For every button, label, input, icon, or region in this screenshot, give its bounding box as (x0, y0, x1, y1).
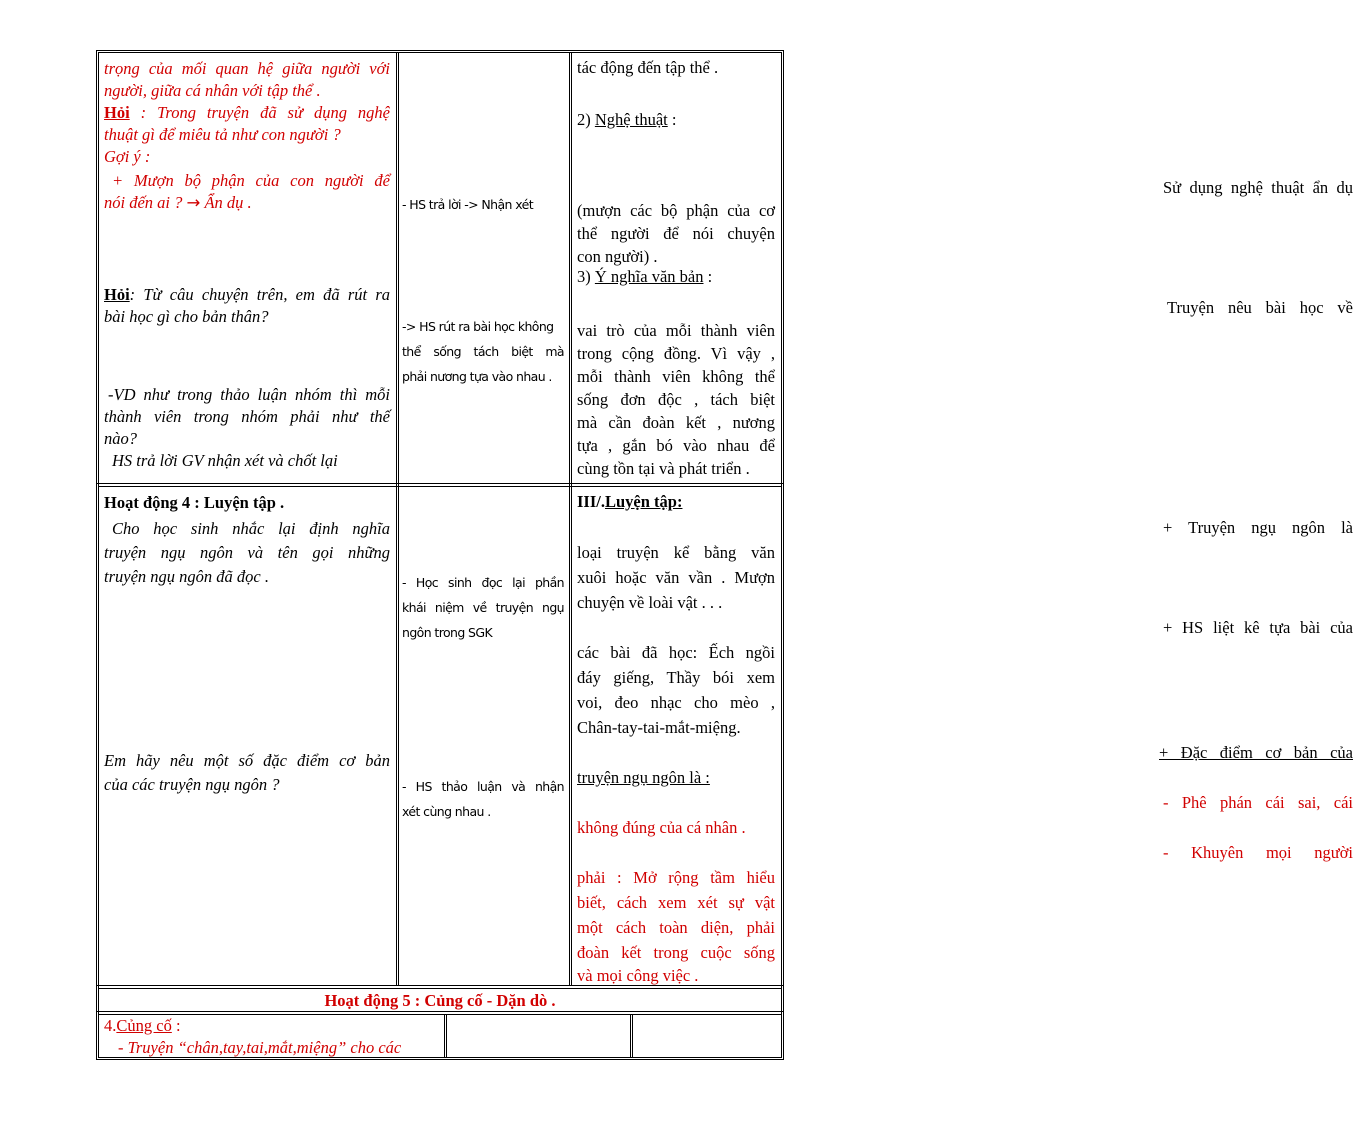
heading-meaning-title: Ý nghĩa văn bản (594, 267, 704, 286)
question-1-line-1 (104, 102, 390, 124)
row-divider-3 (96, 1011, 784, 1012)
student-answer-2-line-1: -> HS rút ra bài học không (402, 319, 554, 334)
activity-4-line-1: Cho học sinh nhắc lại định nghĩa (112, 519, 390, 538)
bottom-divider-1b (446, 1014, 447, 1058)
col-divider-1b (398, 52, 399, 986)
example-line-3: nào? (104, 429, 137, 448)
example-line-2: thành viên trong nhóm phải như thế (104, 407, 390, 426)
art-line-1: Sử dụng nghệ thuật ẩn dụ (1163, 178, 1353, 197)
row-divider-1b (98, 486, 782, 487)
practice-line-11: truyện ngụ ngôn là : (577, 768, 710, 787)
practice-line-2: loại truyện kể bằng văn (577, 543, 775, 562)
question-1-line-2: thuật gì để miêu tả như con người ? (104, 125, 341, 144)
student-answer-1: - HS trả lời -> Nhận xét (402, 197, 534, 212)
row-divider-1 (96, 483, 784, 484)
question-1-text: : Trong truyện đã sử dụng nghệ (129, 103, 390, 122)
practice-line-7: đáy giếng, Thầy bói xem (577, 668, 775, 687)
bottom-divider-1 (444, 1014, 445, 1058)
question-1-label: Hỏi (104, 103, 130, 122)
practice-line-9: Chân-tay-tai-mắt-miệng. (577, 718, 741, 737)
meaning-line-5: sống đơn độc , tách biệt (577, 390, 775, 409)
bottom-divider-2 (630, 1014, 631, 1058)
meaning-line-1: Truyện nêu bài học về (1167, 298, 1353, 317)
heading-art (577, 108, 676, 131)
right-arrow-icon: → (186, 193, 201, 212)
intro-line-1: trọng của mối quan hệ giữa người với (104, 59, 390, 78)
consolidation-colon: : (171, 1016, 181, 1035)
example-line-4: HS trả lời GV nhận xét và chốt lại (112, 451, 338, 470)
intro-line-2: người, giữa cá nhân với tập thể . (104, 81, 321, 100)
heading-art-title: Nghệ thuật (594, 110, 668, 129)
activity-4-line-3: truyện ngụ ngôn đã đọc . (104, 567, 269, 586)
practice-line-8: voi, đeo nhạc cho mèo , (577, 693, 775, 712)
bottom-divider-2b (632, 1014, 633, 1058)
hint-answer: Ẩn dụ . (200, 193, 252, 212)
meaning-line-6: mà cần đoàn kết , nương (577, 413, 775, 432)
col-divider-2 (569, 52, 570, 986)
meaning-line-3: trong cộng đồng. Vì vậy , (577, 344, 775, 363)
hint-question: nói đến ai ? (104, 193, 187, 212)
hint-label: Gợi ý : (104, 147, 151, 166)
consolidation-num: 4. (104, 1016, 117, 1035)
activity-4-title: Hoạt động 4 : Luyện tập . (104, 493, 285, 512)
meaning-line-2: vai trò của mỗi thành viên (577, 321, 775, 340)
practice-red-line-3: - Khuyên mọi người (1163, 843, 1353, 862)
practice-line-3: xuôi hoặc văn vần . Mượn (577, 568, 775, 587)
consolidation-text: - Truyện “chân,tay,tai,mắt,miệng” cho các (118, 1038, 402, 1057)
heading-meaning-num: 3) (577, 267, 595, 286)
heading-art-num: 2) (577, 110, 595, 129)
practice-line-4: chuyện về loài vật . . . (577, 593, 723, 612)
s2-answer-2-line-1: - HS thảo luận và nhận (402, 779, 564, 794)
practice-line-1: + Truyện ngụ ngôn là (1163, 518, 1353, 537)
table-border-inner-right (781, 52, 782, 1058)
practice-line-10: + Đặc điểm cơ bản của (1159, 743, 1353, 762)
col3-top-line: tác động đến tập thể . (577, 58, 719, 77)
question-2-line-1 (104, 284, 390, 306)
practice-red-line-8: và mọi công việc . (577, 966, 699, 985)
s2-answer-1-line-2: khái niệm về truyện ngụ (402, 600, 564, 615)
student-answer-2-line-2: thể sống tách biệt mà (402, 344, 564, 359)
row-divider-3b (98, 1014, 782, 1015)
question-2-line-2: bài học gì cho bản thân? (104, 307, 269, 326)
activity-4-line-2: truyện ngụ ngôn và tên gọi những (104, 543, 390, 562)
practice-red-line-2: không đúng của cá nhân . (577, 818, 746, 837)
activity-4-question-line-2: của các truyện ngụ ngôn ? (104, 775, 280, 794)
practice-red-line-4: phải : Mở rộng tầm hiểu (577, 868, 775, 887)
practice-heading (577, 490, 682, 514)
heading-meaning-colon: : (703, 267, 713, 286)
table-border-inner-left (98, 52, 99, 1058)
example-line-1: -VD như trong thảo luận nhóm thì mỗi (108, 385, 390, 404)
question-2-text: : Từ câu chuyện trên, em đã rút ra (129, 285, 390, 304)
practice-line-6: các bài đã học: Ếch ngồi (577, 643, 775, 662)
hint-line-1: + Mượn bộ phận của con người để (112, 171, 390, 190)
practice-red-line-1: - Phê phán cái sai, cái (1163, 793, 1353, 812)
practice-line-5: + HS liệt kê tựa bài của (1163, 618, 1353, 637)
meaning-line-7: tựa , gắn bó vào nhau để (577, 436, 775, 455)
s2-answer-2-line-2: xét cùng nhau . (402, 804, 491, 819)
col-divider-2b (571, 52, 572, 986)
s2-answer-1-line-1: - Học sinh đọc lại phần (402, 575, 564, 590)
practice-heading-num: III/. (577, 492, 605, 511)
question-2-label: Hỏi (104, 285, 130, 304)
activity-5-title: Hoạt động 5 : Củng cố - Dặn dò . (324, 991, 556, 1010)
s2-answer-1-line-3: ngôn trong SGK (402, 625, 493, 640)
art-line-3: thể người để nói chuyện (577, 224, 775, 243)
consolidation-title: Củng cố (116, 1016, 172, 1035)
heading-art-colon: : (667, 110, 677, 129)
col-divider-1 (396, 52, 397, 986)
practice-heading-title: Luyện tập: (604, 492, 683, 511)
consolidation-heading (104, 1015, 181, 1037)
hint-line-2 (104, 192, 252, 214)
row-divider-2b (98, 988, 782, 989)
art-line-4: con người) . (577, 247, 658, 266)
practice-red-line-5: biết, cách xem xét sự vật (577, 893, 775, 912)
art-line-2: (mượn các bộ phận của cơ (577, 201, 775, 220)
practice-red-line-6: một cách toàn diện, phải (577, 918, 775, 937)
meaning-line-4: mỗi thành viên không thể (577, 367, 775, 386)
heading-meaning (577, 265, 712, 288)
meaning-line-8: cùng tồn tại và phát triển . (577, 459, 750, 478)
student-answer-2-line-3: phải nương tựa vào nhau . (402, 369, 552, 384)
table-border-inner-top (98, 52, 782, 53)
activity-4-question-line-1: Em hãy nêu một số đặc điểm cơ bản (104, 751, 390, 770)
practice-red-line-7: đoàn kết trong cuộc sống (577, 943, 775, 962)
